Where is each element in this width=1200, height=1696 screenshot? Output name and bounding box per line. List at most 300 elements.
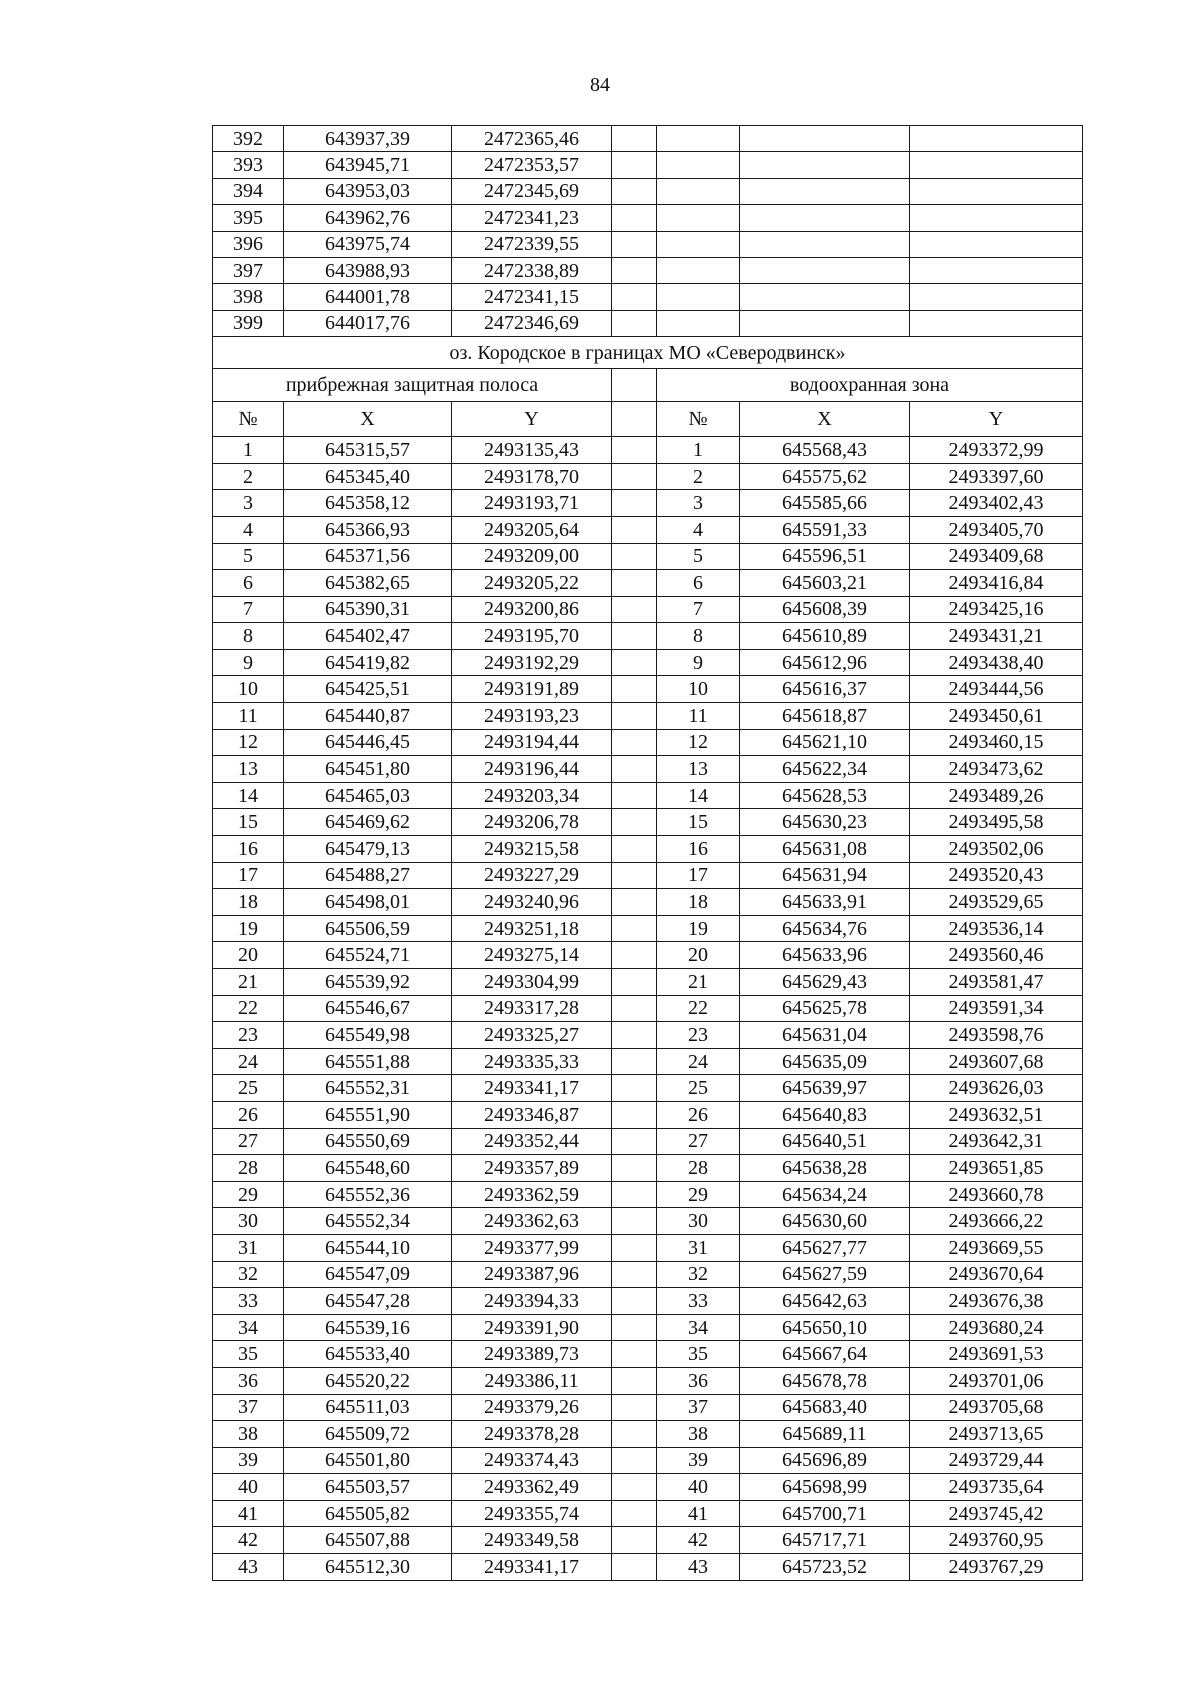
left-point-number: 5 bbox=[213, 543, 284, 570]
left-y-coordinate: 2493394,33 bbox=[452, 1288, 612, 1315]
table-row bbox=[213, 205, 1083, 231]
empty-cell bbox=[910, 310, 1083, 336]
x-coordinate: 643975,74 bbox=[284, 231, 452, 257]
right-x-coordinate: 645631,08 bbox=[740, 836, 910, 863]
left-y-coordinate: 2493346,87 bbox=[452, 1101, 612, 1128]
right-point-number: 21 bbox=[657, 969, 740, 996]
empty-cell bbox=[910, 126, 1083, 152]
left-x-coordinate: 645549,98 bbox=[284, 1022, 452, 1049]
spacer-cell bbox=[612, 1367, 657, 1394]
left-x-coordinate: 645547,28 bbox=[284, 1288, 452, 1315]
right-point-number: 17 bbox=[657, 862, 740, 889]
lake-coordinates-section bbox=[213, 437, 1083, 1581]
right-y-coordinate: 2493651,85 bbox=[910, 1155, 1083, 1182]
right-x-coordinate: 645616,37 bbox=[740, 676, 910, 703]
right-num-header: № bbox=[657, 402, 740, 437]
point-number: 397 bbox=[213, 257, 284, 283]
right-y-coordinate: 2493701,06 bbox=[910, 1367, 1083, 1394]
empty-cell bbox=[612, 310, 657, 336]
right-point-number: 31 bbox=[657, 1234, 740, 1261]
left-point-number: 13 bbox=[213, 756, 284, 783]
left-y-coordinate: 2493335,33 bbox=[452, 1048, 612, 1075]
left-y-coordinate: 2493317,28 bbox=[452, 995, 612, 1022]
spacer-cell bbox=[612, 516, 657, 543]
right-y-coordinate: 2493767,29 bbox=[910, 1554, 1083, 1581]
left-x-coordinate: 645503,57 bbox=[284, 1474, 452, 1501]
left-point-number: 16 bbox=[213, 836, 284, 863]
table-row bbox=[213, 649, 1083, 676]
right-y-coordinate: 2493666,22 bbox=[910, 1208, 1083, 1235]
right-x-coordinate: 645640,51 bbox=[740, 1128, 910, 1155]
table-row bbox=[213, 836, 1083, 863]
spacer-cell bbox=[612, 676, 657, 703]
spacer-cell bbox=[612, 782, 657, 809]
left-point-number: 9 bbox=[213, 649, 284, 676]
spacer-cell bbox=[612, 649, 657, 676]
spacer-cell bbox=[612, 596, 657, 623]
table-row bbox=[213, 516, 1083, 543]
left-x-coordinate: 645488,27 bbox=[284, 862, 452, 889]
left-y-coordinate: 2493386,11 bbox=[452, 1367, 612, 1394]
left-x-coordinate: 645509,72 bbox=[284, 1421, 452, 1448]
table-row bbox=[213, 969, 1083, 996]
left-x-coordinate: 645548,60 bbox=[284, 1155, 452, 1182]
right-point-number: 39 bbox=[657, 1447, 740, 1474]
spacer-cell bbox=[612, 1527, 657, 1554]
table-row bbox=[213, 1128, 1083, 1155]
spacer-cell bbox=[612, 703, 657, 730]
left-point-number: 29 bbox=[213, 1181, 284, 1208]
left-x-coordinate: 645498,01 bbox=[284, 889, 452, 916]
left-x-coordinate: 645419,82 bbox=[284, 649, 452, 676]
y-coordinate: 2472341,15 bbox=[452, 284, 612, 310]
right-y-coordinate: 2493460,15 bbox=[910, 729, 1083, 756]
right-x-coordinate: 645596,51 bbox=[740, 543, 910, 570]
table-row bbox=[213, 1181, 1083, 1208]
table-row bbox=[213, 178, 1083, 204]
right-y-coordinate: 2493729,44 bbox=[910, 1447, 1083, 1474]
left-x-coordinate: 645382,65 bbox=[284, 570, 452, 597]
left-y-coordinate: 2493135,43 bbox=[452, 437, 612, 464]
left-y-coordinate: 2493362,63 bbox=[452, 1208, 612, 1235]
table-row bbox=[213, 1208, 1083, 1235]
left-y-coordinate: 2493251,18 bbox=[452, 915, 612, 942]
left-y-coordinate: 2493379,26 bbox=[452, 1394, 612, 1421]
right-point-number: 30 bbox=[657, 1208, 740, 1235]
spacer-cell bbox=[612, 1500, 657, 1527]
left-x-coordinate: 645366,93 bbox=[284, 516, 452, 543]
table-row bbox=[213, 703, 1083, 730]
left-point-number: 23 bbox=[213, 1022, 284, 1049]
continued-rows-section bbox=[213, 126, 1083, 337]
right-point-number: 3 bbox=[657, 490, 740, 517]
right-x-coordinate: 645689,11 bbox=[740, 1421, 910, 1448]
left-point-number: 31 bbox=[213, 1234, 284, 1261]
y-coordinate: 2472338,89 bbox=[452, 257, 612, 283]
left-y-coordinate: 2493341,17 bbox=[452, 1075, 612, 1102]
left-x-coordinate: 645440,87 bbox=[284, 703, 452, 730]
right-y-coordinate: 2493444,56 bbox=[910, 676, 1083, 703]
right-point-number: 36 bbox=[657, 1367, 740, 1394]
left-y-coordinate: 2493352,44 bbox=[452, 1128, 612, 1155]
right-point-number: 18 bbox=[657, 889, 740, 916]
left-x-coordinate: 645479,13 bbox=[284, 836, 452, 863]
x-coordinate: 643937,39 bbox=[284, 126, 452, 152]
table-row bbox=[213, 257, 1083, 283]
spacer-cell bbox=[612, 490, 657, 517]
right-y-coordinate: 2493372,99 bbox=[910, 437, 1083, 464]
x-coordinate: 644017,76 bbox=[284, 310, 452, 336]
left-point-number: 8 bbox=[213, 623, 284, 650]
left-y-coordinate: 2493209,00 bbox=[452, 543, 612, 570]
right-point-number: 28 bbox=[657, 1155, 740, 1182]
empty-cell bbox=[612, 205, 657, 231]
spacer-cell bbox=[612, 1447, 657, 1474]
left-y-coordinate: 2493195,70 bbox=[452, 623, 612, 650]
right-y-coordinate: 2493529,65 bbox=[910, 889, 1083, 916]
point-number: 396 bbox=[213, 231, 284, 257]
right-x-coordinate: 645630,23 bbox=[740, 809, 910, 836]
spacer-cell bbox=[612, 995, 657, 1022]
right-point-number: 24 bbox=[657, 1048, 740, 1075]
right-point-number: 41 bbox=[657, 1500, 740, 1527]
right-x-coordinate: 645630,60 bbox=[740, 1208, 910, 1235]
table-row bbox=[213, 1554, 1083, 1581]
left-y-coordinate: 2493275,14 bbox=[452, 942, 612, 969]
x-coordinate: 643962,76 bbox=[284, 205, 452, 231]
right-x-coordinate: 645683,40 bbox=[740, 1394, 910, 1421]
right-point-number: 22 bbox=[657, 995, 740, 1022]
right-y-coordinate: 2493425,16 bbox=[910, 596, 1083, 623]
right-x-coordinate: 645633,96 bbox=[740, 942, 910, 969]
right-y-coordinate: 2493502,06 bbox=[910, 836, 1083, 863]
point-number: 393 bbox=[213, 152, 284, 178]
table-row bbox=[213, 1288, 1083, 1315]
left-y-coordinate: 2493178,70 bbox=[452, 463, 612, 490]
table-row bbox=[213, 490, 1083, 517]
right-y-coordinate: 2493520,43 bbox=[910, 862, 1083, 889]
right-y-coordinate: 2493713,65 bbox=[910, 1421, 1083, 1448]
empty-cell bbox=[910, 231, 1083, 257]
spacer-cell bbox=[612, 1341, 657, 1368]
point-number: 398 bbox=[213, 284, 284, 310]
table-row bbox=[213, 1022, 1083, 1049]
spacer-cell bbox=[612, 1181, 657, 1208]
right-point-number: 10 bbox=[657, 676, 740, 703]
right-point-number: 8 bbox=[657, 623, 740, 650]
left-y-coordinate: 2493325,27 bbox=[452, 1022, 612, 1049]
empty-cell bbox=[657, 205, 740, 231]
empty-cell bbox=[910, 152, 1083, 178]
left-x-coordinate: 645505,82 bbox=[284, 1500, 452, 1527]
right-point-number: 14 bbox=[657, 782, 740, 809]
right-y-coordinate: 2493560,46 bbox=[910, 942, 1083, 969]
spacer-cell bbox=[612, 402, 657, 437]
right-y-coordinate: 2493591,34 bbox=[910, 995, 1083, 1022]
left-x-coordinate: 645506,59 bbox=[284, 915, 452, 942]
spacer-cell bbox=[612, 1394, 657, 1421]
left-num-header: № bbox=[213, 402, 284, 437]
table-row bbox=[213, 676, 1083, 703]
empty-cell bbox=[910, 178, 1083, 204]
table-row bbox=[213, 782, 1083, 809]
right-y-coordinate: 2493438,40 bbox=[910, 649, 1083, 676]
table-row bbox=[213, 1048, 1083, 1075]
spacer-cell bbox=[612, 1075, 657, 1102]
spacer-cell bbox=[612, 1288, 657, 1315]
left-y-coordinate: 2493374,43 bbox=[452, 1447, 612, 1474]
left-point-number: 30 bbox=[213, 1208, 284, 1235]
left-point-number: 1 bbox=[213, 437, 284, 464]
spacer-cell bbox=[612, 1554, 657, 1581]
right-x-coordinate: 645633,91 bbox=[740, 889, 910, 916]
spacer-cell bbox=[612, 543, 657, 570]
right-x-coordinate: 645618,87 bbox=[740, 703, 910, 730]
right-x-coordinate: 645575,62 bbox=[740, 463, 910, 490]
right-point-number: 40 bbox=[657, 1474, 740, 1501]
table-row bbox=[213, 756, 1083, 783]
right-x-coordinate: 645639,97 bbox=[740, 1075, 910, 1102]
empty-cell bbox=[740, 231, 910, 257]
left-point-number: 42 bbox=[213, 1527, 284, 1554]
right-y-coordinate: 2493691,53 bbox=[910, 1341, 1083, 1368]
table-row bbox=[213, 1101, 1083, 1128]
empty-cell bbox=[910, 284, 1083, 310]
left-point-number: 12 bbox=[213, 729, 284, 756]
spacer-cell bbox=[612, 836, 657, 863]
left-point-number: 37 bbox=[213, 1394, 284, 1421]
y-coordinate: 2472346,69 bbox=[452, 310, 612, 336]
table-row bbox=[213, 1421, 1083, 1448]
right-point-number: 27 bbox=[657, 1128, 740, 1155]
spacer-cell bbox=[612, 437, 657, 464]
empty-cell bbox=[657, 178, 740, 204]
left-point-number: 32 bbox=[213, 1261, 284, 1288]
right-point-number: 38 bbox=[657, 1421, 740, 1448]
left-point-number: 43 bbox=[213, 1554, 284, 1581]
point-number: 392 bbox=[213, 126, 284, 152]
right-y-coordinate: 2493676,38 bbox=[910, 1288, 1083, 1315]
left-x-coordinate: 645507,88 bbox=[284, 1527, 452, 1554]
spacer-cell bbox=[612, 915, 657, 942]
right-x-coordinate: 645591,33 bbox=[740, 516, 910, 543]
empty-cell bbox=[612, 126, 657, 152]
table-row bbox=[213, 126, 1083, 152]
table-row bbox=[213, 995, 1083, 1022]
table-row bbox=[213, 862, 1083, 889]
x-coordinate: 644001,78 bbox=[284, 284, 452, 310]
empty-cell bbox=[612, 231, 657, 257]
empty-cell bbox=[612, 152, 657, 178]
lake-title: оз. Кородское в границах МО «Северодвинск» bbox=[213, 337, 1083, 369]
left-y-coordinate: 2493196,44 bbox=[452, 756, 612, 783]
left-x-coordinate: 645544,10 bbox=[284, 1234, 452, 1261]
right-point-number: 25 bbox=[657, 1075, 740, 1102]
left-y-coordinate: 2493191,89 bbox=[452, 676, 612, 703]
right-x-coordinate: 645667,64 bbox=[740, 1341, 910, 1368]
right-y-coordinate: 2493402,43 bbox=[910, 490, 1083, 517]
right-y-coordinate: 2493607,68 bbox=[910, 1048, 1083, 1075]
empty-cell bbox=[740, 126, 910, 152]
left-y-coordinate: 2493215,58 bbox=[452, 836, 612, 863]
right-y-coordinate: 2493581,47 bbox=[910, 969, 1083, 996]
left-x-coordinate: 645546,67 bbox=[284, 995, 452, 1022]
left-y-coordinate: 2493192,29 bbox=[452, 649, 612, 676]
left-point-number: 34 bbox=[213, 1314, 284, 1341]
left-point-number: 7 bbox=[213, 596, 284, 623]
right-x-coordinate: 645642,63 bbox=[740, 1288, 910, 1315]
empty-cell bbox=[740, 178, 910, 204]
left-point-number: 2 bbox=[213, 463, 284, 490]
empty-cell bbox=[740, 152, 910, 178]
right-y-coordinate: 2493473,62 bbox=[910, 756, 1083, 783]
right-x-coordinate: 645634,24 bbox=[740, 1181, 910, 1208]
y-coordinate: 2472345,69 bbox=[452, 178, 612, 204]
right-point-number: 20 bbox=[657, 942, 740, 969]
right-point-number: 6 bbox=[657, 570, 740, 597]
table-row bbox=[213, 915, 1083, 942]
left-y-coordinate: 2493205,22 bbox=[452, 570, 612, 597]
left-y-coordinate: 2493389,73 bbox=[452, 1341, 612, 1368]
right-x-coordinate: 645603,21 bbox=[740, 570, 910, 597]
spacer-cell bbox=[612, 1048, 657, 1075]
left-point-number: 27 bbox=[213, 1128, 284, 1155]
right-y-coordinate: 2493489,26 bbox=[910, 782, 1083, 809]
spacer-cell bbox=[612, 756, 657, 783]
left-point-number: 22 bbox=[213, 995, 284, 1022]
table-row bbox=[213, 623, 1083, 650]
table-row bbox=[213, 310, 1083, 336]
left-point-number: 11 bbox=[213, 703, 284, 730]
left-x-coordinate: 645551,90 bbox=[284, 1101, 452, 1128]
left-y-coordinate: 2493206,78 bbox=[452, 809, 612, 836]
table-row bbox=[213, 463, 1083, 490]
right-point-number: 1 bbox=[657, 437, 740, 464]
left-x-coordinate: 645533,40 bbox=[284, 1341, 452, 1368]
left-point-number: 24 bbox=[213, 1048, 284, 1075]
left-x-coordinate: 645552,31 bbox=[284, 1075, 452, 1102]
left-x-coordinate: 645550,69 bbox=[284, 1128, 452, 1155]
left-point-number: 36 bbox=[213, 1367, 284, 1394]
right-x-coordinate: 645678,78 bbox=[740, 1367, 910, 1394]
right-y-coordinate: 2493660,78 bbox=[910, 1181, 1083, 1208]
right-point-number: 2 bbox=[657, 463, 740, 490]
empty-cell bbox=[657, 126, 740, 152]
table-row bbox=[213, 570, 1083, 597]
point-number: 395 bbox=[213, 205, 284, 231]
left-point-number: 35 bbox=[213, 1341, 284, 1368]
right-point-number: 34 bbox=[657, 1314, 740, 1341]
empty-cell bbox=[657, 284, 740, 310]
spacer-cell bbox=[612, 1234, 657, 1261]
left-point-number: 6 bbox=[213, 570, 284, 597]
left-y-coordinate: 2493362,59 bbox=[452, 1181, 612, 1208]
left-x-coordinate: 645402,47 bbox=[284, 623, 452, 650]
right-x-coordinate: 645717,71 bbox=[740, 1527, 910, 1554]
table-row bbox=[213, 729, 1083, 756]
left-y-coordinate: 2493193,71 bbox=[452, 490, 612, 517]
right-y-header: Y bbox=[910, 402, 1083, 437]
right-x-coordinate: 645635,09 bbox=[740, 1048, 910, 1075]
right-x-coordinate: 645698,99 bbox=[740, 1474, 910, 1501]
left-y-coordinate: 2493240,96 bbox=[452, 889, 612, 916]
spacer-cell bbox=[612, 463, 657, 490]
left-point-number: 21 bbox=[213, 969, 284, 996]
right-point-number: 12 bbox=[657, 729, 740, 756]
right-x-coordinate: 645625,78 bbox=[740, 995, 910, 1022]
right-point-number: 23 bbox=[657, 1022, 740, 1049]
right-x-coordinate: 645568,43 bbox=[740, 437, 910, 464]
left-y-coordinate: 2493349,58 bbox=[452, 1527, 612, 1554]
empty-cell bbox=[740, 284, 910, 310]
right-point-number: 7 bbox=[657, 596, 740, 623]
left-point-number: 28 bbox=[213, 1155, 284, 1182]
spacer-cell bbox=[612, 623, 657, 650]
right-x-coordinate: 645640,83 bbox=[740, 1101, 910, 1128]
left-x-coordinate: 645469,62 bbox=[284, 809, 452, 836]
right-y-coordinate: 2493397,60 bbox=[910, 463, 1083, 490]
spacer-cell bbox=[612, 1022, 657, 1049]
y-coordinate: 2472339,55 bbox=[452, 231, 612, 257]
table-row bbox=[213, 1394, 1083, 1421]
table-row bbox=[213, 889, 1083, 916]
empty-cell bbox=[612, 284, 657, 310]
left-point-number: 38 bbox=[213, 1421, 284, 1448]
left-point-number: 40 bbox=[213, 1474, 284, 1501]
spacer-cell bbox=[612, 1208, 657, 1235]
spacer-cell bbox=[612, 1128, 657, 1155]
left-y-coordinate: 2493193,23 bbox=[452, 703, 612, 730]
left-y-coordinate: 2493357,89 bbox=[452, 1155, 612, 1182]
empty-cell bbox=[740, 310, 910, 336]
right-point-number: 15 bbox=[657, 809, 740, 836]
right-y-coordinate: 2493705,68 bbox=[910, 1394, 1083, 1421]
empty-cell bbox=[657, 231, 740, 257]
right-y-coordinate: 2493409,68 bbox=[910, 543, 1083, 570]
table-row bbox=[213, 596, 1083, 623]
table-row bbox=[213, 1367, 1083, 1394]
empty-cell bbox=[910, 205, 1083, 231]
right-point-number: 5 bbox=[657, 543, 740, 570]
right-x-coordinate: 645628,53 bbox=[740, 782, 910, 809]
table-row bbox=[213, 1261, 1083, 1288]
spacer-cell bbox=[612, 570, 657, 597]
right-point-number: 13 bbox=[657, 756, 740, 783]
left-x-coordinate: 645446,45 bbox=[284, 729, 452, 756]
y-coordinate: 2472365,46 bbox=[452, 126, 612, 152]
left-x-coordinate: 645512,30 bbox=[284, 1554, 452, 1581]
right-y-coordinate: 2493431,21 bbox=[910, 623, 1083, 650]
right-y-coordinate: 2493495,58 bbox=[910, 809, 1083, 836]
left-point-number: 15 bbox=[213, 809, 284, 836]
left-y-header: Y bbox=[452, 402, 612, 437]
right-point-number: 4 bbox=[657, 516, 740, 543]
left-point-number: 26 bbox=[213, 1101, 284, 1128]
left-x-coordinate: 645520,22 bbox=[284, 1367, 452, 1394]
page-number: 84 bbox=[590, 74, 610, 96]
left-point-number: 14 bbox=[213, 782, 284, 809]
spacer-cell bbox=[612, 1314, 657, 1341]
spacer-cell bbox=[612, 862, 657, 889]
left-y-coordinate: 2493391,90 bbox=[452, 1314, 612, 1341]
left-point-number: 25 bbox=[213, 1075, 284, 1102]
left-point-number: 17 bbox=[213, 862, 284, 889]
right-x-coordinate: 645696,89 bbox=[740, 1447, 910, 1474]
right-y-coordinate: 2493745,42 bbox=[910, 1500, 1083, 1527]
lake-header-section bbox=[213, 337, 1083, 437]
left-x-coordinate: 645501,80 bbox=[284, 1447, 452, 1474]
left-point-number: 39 bbox=[213, 1447, 284, 1474]
